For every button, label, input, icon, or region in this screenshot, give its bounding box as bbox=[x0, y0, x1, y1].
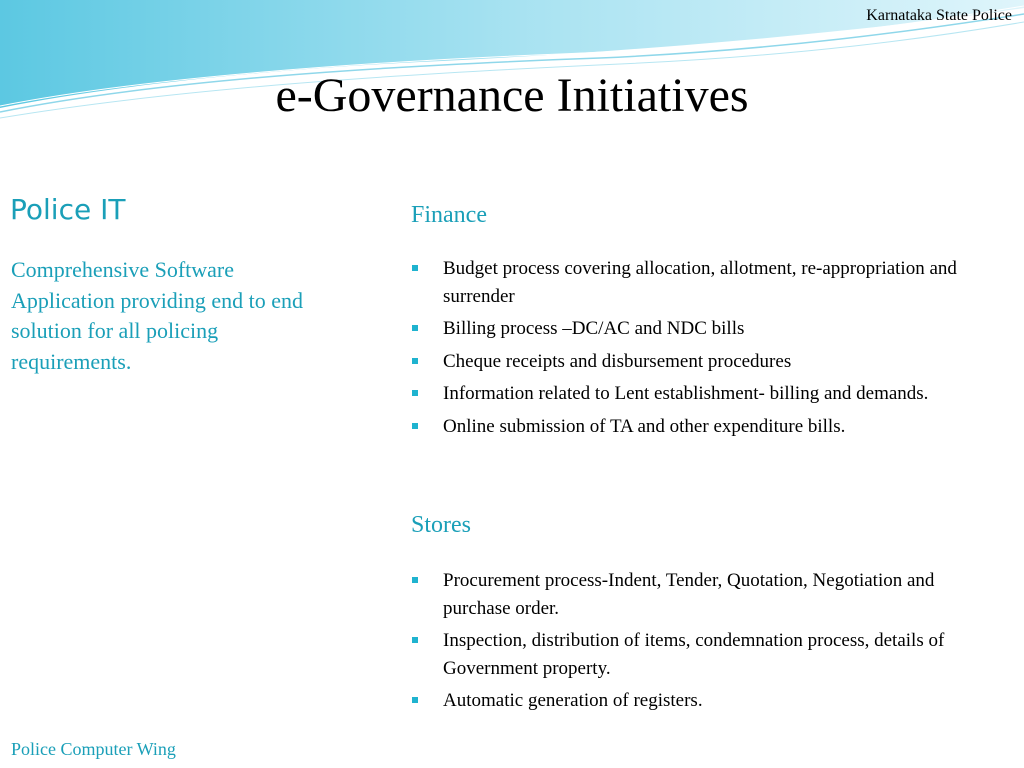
bullet-icon bbox=[412, 265, 418, 271]
list-item bbox=[408, 567, 988, 622]
page-title: e-Governance Initiatives bbox=[275, 69, 749, 122]
list-item bbox=[408, 315, 988, 343]
list-item-text: Budget process covering allocation, allotment, re-appropriation and surrender bbox=[443, 258, 957, 307]
list-item-text: Automatic generation of registers. bbox=[443, 690, 703, 711]
footer-text: Police Computer Wing bbox=[11, 739, 176, 759]
stores-heading: Stores bbox=[411, 512, 471, 538]
list-item-text: Information related to Lent establishment- billing and demands. bbox=[443, 383, 929, 404]
bullet-icon bbox=[412, 325, 418, 331]
finance-list bbox=[408, 255, 988, 445]
list-item-text: Inspection, distribution of items, condemnation process, details of Government property. bbox=[443, 630, 945, 679]
organization-name: Karnataka State Police bbox=[866, 7, 1012, 24]
bullet-icon bbox=[412, 697, 418, 703]
list-item-text: Procurement process-Indent, Tender, Quotation, Negotiation and purchase order. bbox=[443, 570, 935, 619]
list-item bbox=[408, 687, 988, 715]
list-item bbox=[408, 348, 988, 376]
finance-heading: Finance bbox=[411, 202, 487, 228]
left-panel-description: Comprehensive Software Application providing end to end solution for all policing requirements. bbox=[11, 257, 304, 374]
list-item bbox=[408, 380, 988, 408]
list-item-text: Online submission of TA and other expenditure bills. bbox=[443, 415, 846, 437]
list-item bbox=[408, 255, 988, 310]
bullet-icon bbox=[412, 577, 418, 583]
list-item bbox=[408, 627, 988, 682]
stores-list bbox=[408, 567, 988, 720]
bullet-icon bbox=[412, 390, 418, 396]
bullet-icon bbox=[412, 358, 418, 364]
left-panel-heading: Police IT bbox=[10, 193, 126, 226]
list-item-text: Cheque receipts and disbursement procedures bbox=[443, 350, 792, 372]
list-item bbox=[408, 413, 988, 441]
list-item-text: Billing process –DC/AC and NDC bills bbox=[443, 318, 745, 339]
bullet-icon bbox=[412, 637, 418, 643]
bullet-icon bbox=[412, 423, 418, 429]
